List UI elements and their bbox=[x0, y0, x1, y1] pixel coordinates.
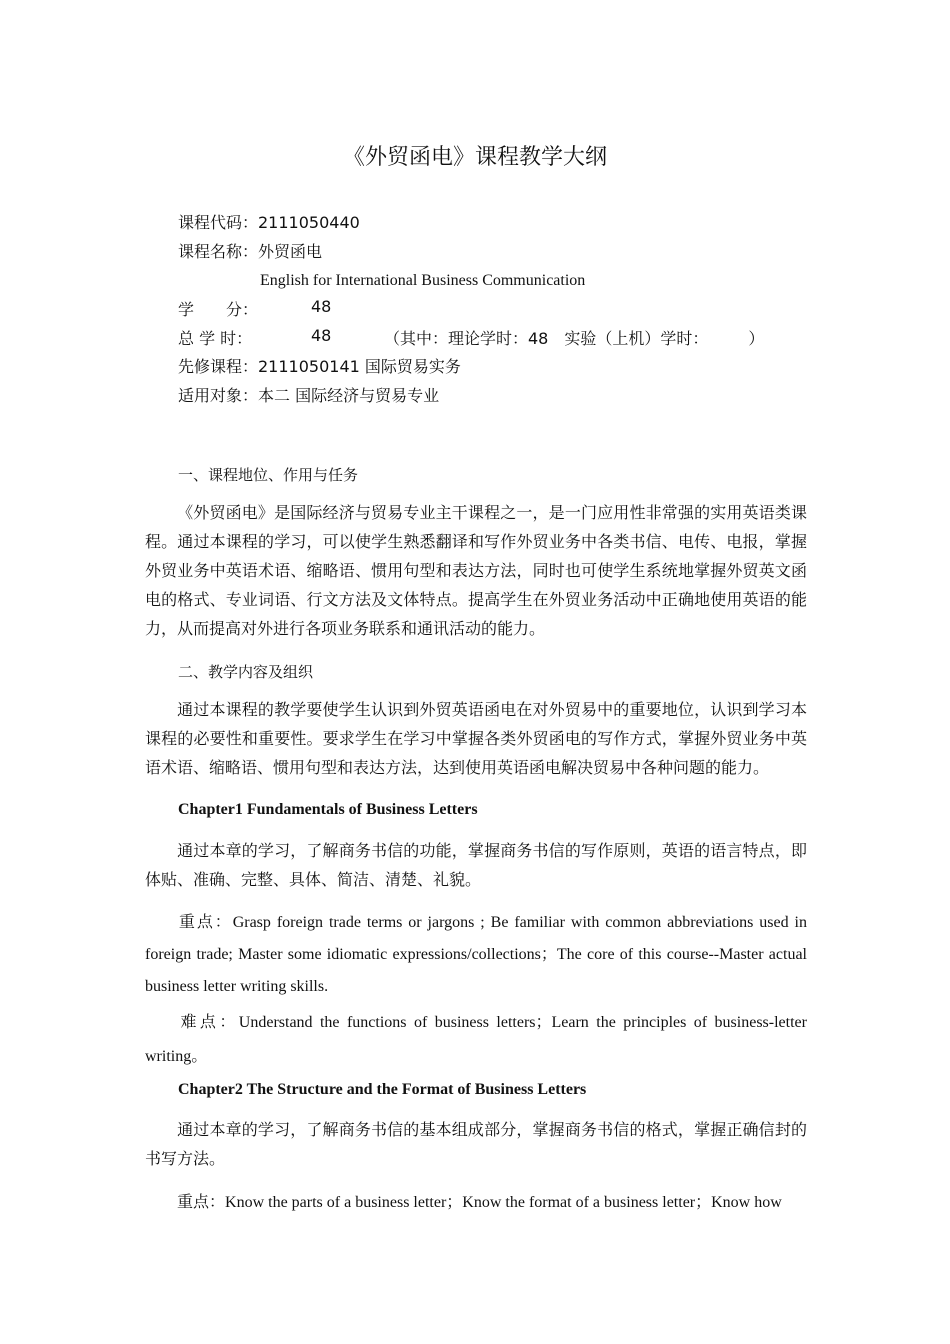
target-audience: 适用对象：本二 国际经济与贸易专业 bbox=[178, 386, 440, 405]
chapter1-key-label: 重点： bbox=[177, 912, 233, 931]
hours-label: 总 学 时： bbox=[178, 329, 253, 348]
page-title: 《外贸函电》课程教学大纲 bbox=[342, 145, 607, 170]
credits-value: 48 bbox=[311, 297, 332, 316]
chapter1-title: Chapter1 Fundamentals of Business Letters bbox=[178, 801, 478, 818]
section2-body-text: 通过本课程的教学要使学生认识到外贸英语函电在对外贸易中的重要地位，认识到学习本课程的必要性和重要性。要求学生在学习中掌握各类外贸函电的写作方式，掌握外贸业务中英语术语、缩略语、惯用句型和表达方法，达到使用英语函电解决贸易中各种问题的能力。 bbox=[145, 700, 807, 777]
credits-label: 学 分： bbox=[178, 300, 259, 319]
chapter2-key-text: Know the parts of a business letter；Know the format of a business letter；Know how bbox=[225, 1194, 782, 1211]
chapter2-body-text: 通过本章的学习，了解商务书信的基本组成部分，掌握商务书信的格式，掌握正确信封的书写方法。 bbox=[145, 1120, 807, 1168]
chapter1-body bbox=[145, 836, 807, 894]
chapter2-key-points bbox=[145, 1186, 807, 1218]
chapter2-body bbox=[145, 1115, 807, 1173]
section2-heading: 二、教学内容及组织 bbox=[178, 663, 314, 681]
chapter2-title: Chapter2 The Structure and the Format of Business Letters bbox=[178, 1081, 587, 1098]
chapter1-diff-text: Understand the functions of business letters；Learn the principles of business-letter writing。 bbox=[145, 1014, 807, 1065]
chapter1-key-text: Grasp foreign trade terms or jargons ; Be familiar with common abbreviations used in foreign trade; Master some idiomatic expressions/collections；The core of this course--Master actual business letter writing skills. bbox=[145, 914, 807, 995]
prerequisite: 先修课程：2111050141 国际贸易实务 bbox=[178, 357, 461, 376]
chapter1-body-text: 通过本章的学习，了解商务书信的功能，掌握商务书信的写作原则，英语的语言特点，即体贴、准确、完整、具体、简洁、清楚、礼貌。 bbox=[145, 841, 807, 889]
chapter1-key-points bbox=[145, 906, 807, 1002]
hours-value: 48 bbox=[311, 326, 332, 345]
hours-detail: （其中：理论学时：48 实验（上机）学时： ） bbox=[384, 329, 765, 348]
section1-body-text: 《外贸函电》是国际经济与贸易专业主干课程之一，是一门应用性非常强的实用英语类课程。通过本课程的学习，可以使学生熟悉翻译和写作外贸业务中各类书信、电传、电报，掌握外贸业务中英语术语、缩略语、惯用句型和表达方法，同时也可使学生系统地掌握外贸英文函电的格式、专业词语、行文方法及文体特点。提高学生在外贸业务活动中正确地使用英语的能力，从而提高对外进行各项业务联系和通讯活动的能力。 bbox=[145, 503, 807, 638]
chapter2-key-label: 重点： bbox=[177, 1192, 226, 1211]
chapter1-difficulties bbox=[145, 1005, 807, 1073]
chapter1-diff-label: 难点： bbox=[177, 1012, 239, 1031]
course-code: 课程代码：2111050440 bbox=[178, 213, 360, 232]
section2-body bbox=[145, 695, 807, 782]
section1-body bbox=[145, 498, 807, 643]
course-name: 课程名称：外贸函电 bbox=[178, 242, 323, 261]
section1-heading: 一、课程地位、作用与任务 bbox=[178, 466, 359, 484]
course-name-english: English for International Business Communication bbox=[260, 272, 586, 289]
